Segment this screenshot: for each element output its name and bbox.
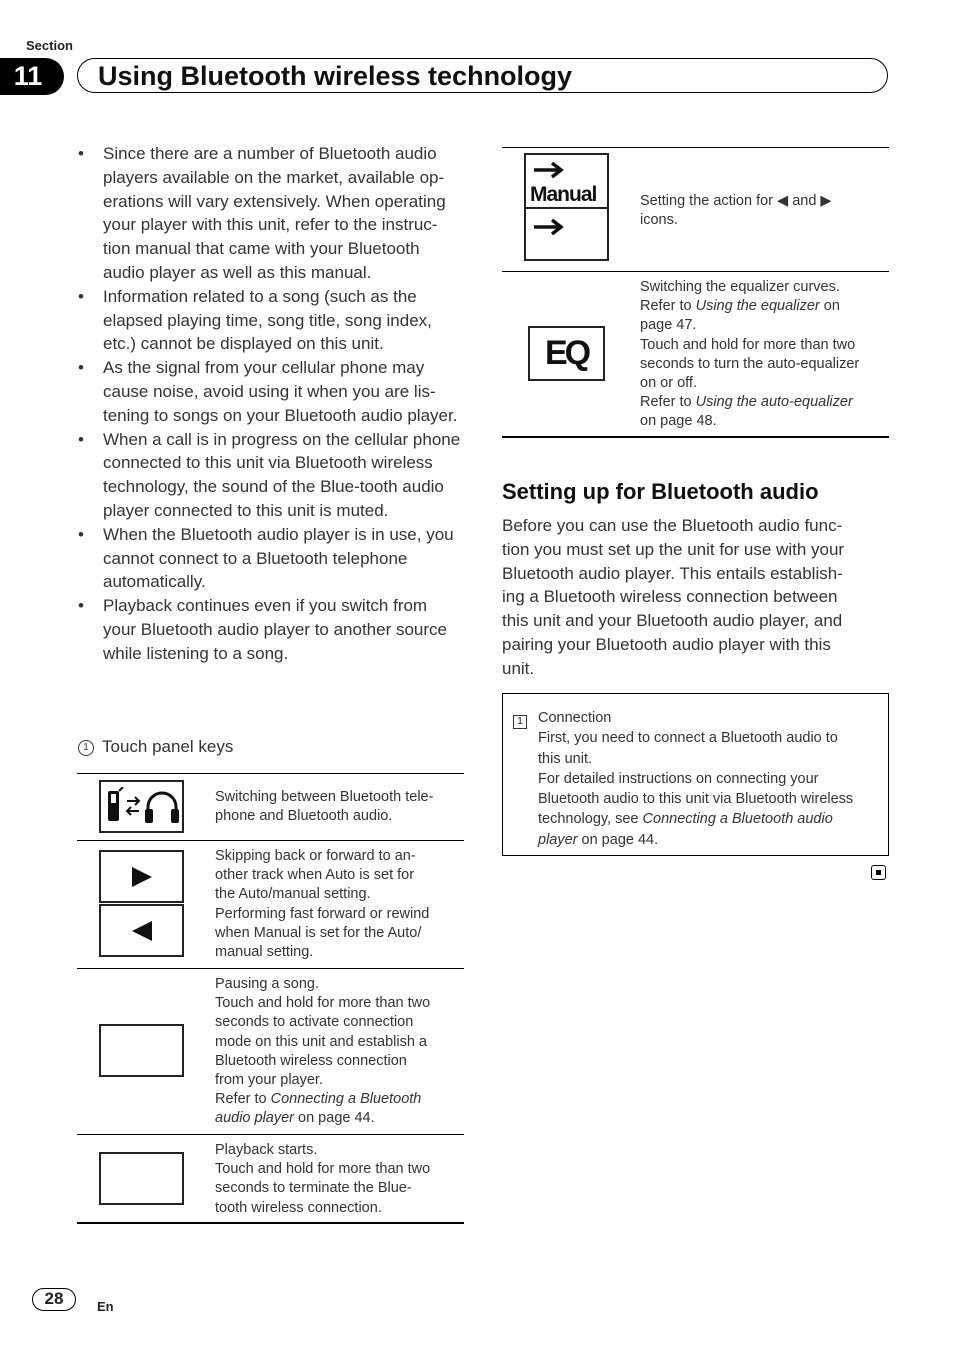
key-description: Pausing a song. Touch and hold for more than two seconds to activate connection mode on this unit and establish a Bluetooth wireless connection from your player. Refer to Connecting a Bluetooth audio player on page 44.: [215, 976, 431, 1127]
page-title: Using Bluetooth wireless technology: [98, 61, 573, 91]
section-heading: Setting up for Bluetooth audio: [502, 479, 819, 504]
setup-paragraph: Before you can use the Bluetooth audio func- tion you must set up the unit for use with your Bluetooth audio player. This entails establish- ing a Bluetooth wireless connection between this unit and your Bluetooth audio player, and pairing your Bluetooth audio player with this unit.: [502, 516, 845, 678]
end-of-section-icon: [871, 865, 886, 880]
manual-key[interactable]: [524, 153, 609, 261]
list-item: • Information related to a song (such as the elapsed playing time, song title, song index, etc.) cannot be displayed on this unit.: [78, 285, 464, 356]
manual-label: Manual: [530, 183, 597, 206]
list-item: • Playback continues even if you switch from your Bluetooth audio player to another source while listening to a song.: [78, 594, 464, 665]
touch-panel-title: Touch panel keys: [102, 737, 234, 756]
key-description: Setting the action for ◀ and ▶ icons.: [640, 193, 832, 229]
play-back-icon[interactable]: [99, 904, 184, 957]
section-label: Section: [26, 38, 73, 53]
touch-panel-label: [78, 737, 233, 757]
arrow-right-icon: [532, 160, 566, 180]
connection-text: Connection First, you need to connect a Bluetooth audio to this unit. For detailed instructions on connecting your Bluetooth audio to this unit via Bluetooth wireless technology, see Connecting a Bluetooth audio player on page 44.: [538, 710, 854, 848]
list-item: • Since there are a number of Bluetooth audio players available on the market, available op-erations will vary extensively. When operating your player with this unit, refer to the instruc-tion manual that came with your Bluetooth audio player as well as this manual.: [78, 142, 464, 285]
key-description: Switching between Bluetooth tele- phone and Bluetooth audio.: [215, 789, 434, 825]
table-row: [502, 271, 889, 438]
eq-key[interactable]: [528, 326, 605, 381]
table-row: [77, 840, 464, 968]
pause-key[interactable]: [99, 1024, 184, 1077]
right-key-table: [502, 147, 889, 438]
page-number: 28: [32, 1288, 76, 1311]
table-row: [77, 1134, 464, 1224]
play-forward-icon[interactable]: [99, 850, 184, 903]
language-label: En: [97, 1299, 114, 1314]
list-item: • When the Bluetooth audio player is in use, you cannot connect to a Bluetooth telephone automatically.: [78, 523, 464, 594]
section-number: 11: [0, 58, 64, 95]
table-row: [77, 968, 464, 1134]
table-row: [502, 147, 889, 271]
list-item: • As the signal from your cellular phone may cause noise, avoid using it when you are lis-tening to songs on your Bluetooth audio player.: [78, 356, 464, 427]
eq-label: EQ: [544, 334, 589, 372]
list-item: • When a call is in progress on the cellular phone connected to this unit via Bluetooth wireless technology, the sound of the Blue-tooth audio player connected to this unit is muted.: [78, 428, 464, 523]
connection-box: [502, 693, 889, 856]
step-number: 1: [513, 711, 527, 729]
bullet-list: [78, 142, 464, 666]
arrow-right-icon: [532, 217, 566, 237]
key-description: Playback starts. Touch and hold for more than two seconds to terminate the Blue- tooth wireless connection.: [215, 1142, 431, 1216]
phone-headphone-switch-icon[interactable]: [99, 780, 184, 833]
table-row: [77, 773, 464, 840]
callout-marker: 1: [78, 740, 94, 756]
play-key[interactable]: [99, 1152, 184, 1205]
key-description: Switching the equalizer curves. Refer to Using the equalizer on page 47. Touch and hold for more than two seconds to turn the auto-equalizer on or off. Refer to Using the auto-equalizer on page 48.: [640, 279, 860, 430]
manual-upper: [526, 155, 607, 209]
touch-panel-table: [77, 773, 464, 1224]
key-description: Skipping back or forward to an- other track when Auto is set for the Auto/manual setting. Performing fast forward or rewind when Manual is set for the Auto/ manual setting.: [215, 848, 430, 961]
